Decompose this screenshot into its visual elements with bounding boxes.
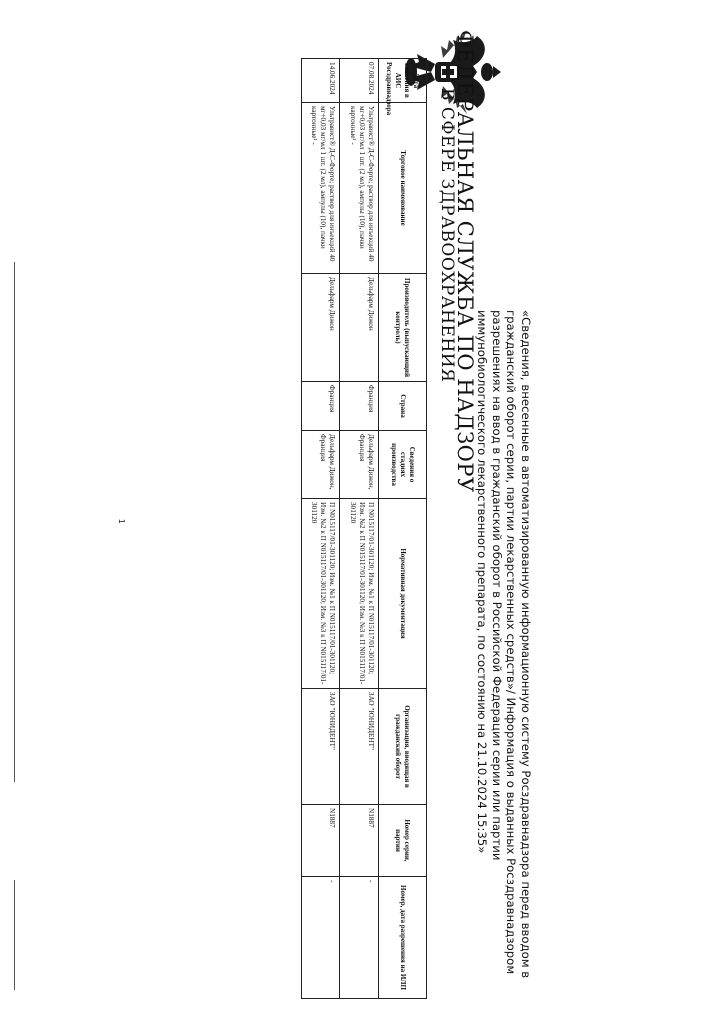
cell-organization: ЗАО "ЮНИДЕНТ" (340, 689, 378, 805)
cell-stages: Дельфарм Дижон, Франция (302, 431, 340, 499)
cell-country: Франция (340, 382, 378, 431)
table-row (302, 59, 340, 999)
col-header-series: Номер серии, партии (378, 805, 426, 877)
agency-name-line-1: ФЕДЕРАЛЬНАЯ СЛУЖБА ПО НАДЗОРУ (453, 30, 477, 493)
permits-table (301, 58, 427, 999)
cell-manufacturer: Дельфарм Дижон (302, 274, 340, 382)
cell-permit: - (340, 877, 378, 999)
cell-permit: - (302, 877, 340, 999)
cell-manufacturer: Дельфарм Дижон (340, 274, 378, 382)
cell-date: 14.06.2024 (302, 59, 340, 103)
col-header-organization: Организация, вводящая в гражданский оборот (378, 689, 426, 805)
cell-trade-name: Ультравист® Д-С-Форте; раствор для инъекций 40 мг+0,03 мг/мл 1 шт. (2 мл), ампулы (10), пачки картонные¹ - (302, 103, 340, 274)
col-header-permit: Номер, дата разрешения на ИЛП (378, 877, 426, 999)
col-header-country: Страна (378, 382, 426, 431)
cell-stages: Дельфарм Дижон, Франция (340, 431, 378, 499)
col-header-manufacturer: Производитель (выпускающий контроль) (378, 274, 426, 382)
cell-series: N1887 (302, 805, 340, 877)
cell-organization: ЗАО "ЮНИДЕНТ" (302, 689, 340, 805)
table-header-row (378, 59, 426, 999)
footer-rule (14, 880, 15, 990)
document-heading: «Сведения, внесенные в автоматизированную информационную систему Росздравнадзора перед вводом в гражданский оборот серии, партии лекарственных средств»/ Информация о выданных Росздравнадзором разрешениях на ввод в гражданский оборот в Российской Федерации серии или партии иммунобиологического лекарственного препарата, по состоянию на 21.10.2024 15:35» (475, 310, 533, 979)
cell-date: 07.08.2024 (340, 59, 378, 103)
col-header-docs: Нормативная документация (378, 499, 426, 689)
col-header-trade-name: Торговое наименование (378, 103, 426, 274)
cell-series: N1887 (340, 805, 378, 877)
page-number: 1 (117, 519, 126, 524)
cell-docs: П N015117/01-301120; Изм. №1 к П N015117/01-301120; Изм. №2 к П N015117/01-301120; Изм. №3 к П N015117/01-301120 (302, 499, 340, 689)
col-header-stages: Сведения о стадиях производства (378, 431, 426, 499)
footer-rule (14, 262, 15, 782)
cell-trade-name: Ультравист® Д-С-Форте; раствор для инъекций 40 мг+0,03 мг/мл 1 шт. (2 мл), ампулы (10), пачки картонные¹ - (340, 103, 378, 274)
cell-country: Франция (302, 382, 340, 431)
col-header-date: Дата внесения в АИС Росздравнадзора (378, 59, 426, 103)
cell-docs: П N015117/01-301120; Изм. №1 к П N015117/01-301120; Изм. №2 к П N015117/01-301120; Изм. №3 к П N015117/01-301120 (340, 499, 378, 689)
table-row (340, 59, 378, 999)
agency-name-line-2: В СФЕРЕ ЗДРАВООХРАНЕНИЯ (437, 88, 457, 383)
